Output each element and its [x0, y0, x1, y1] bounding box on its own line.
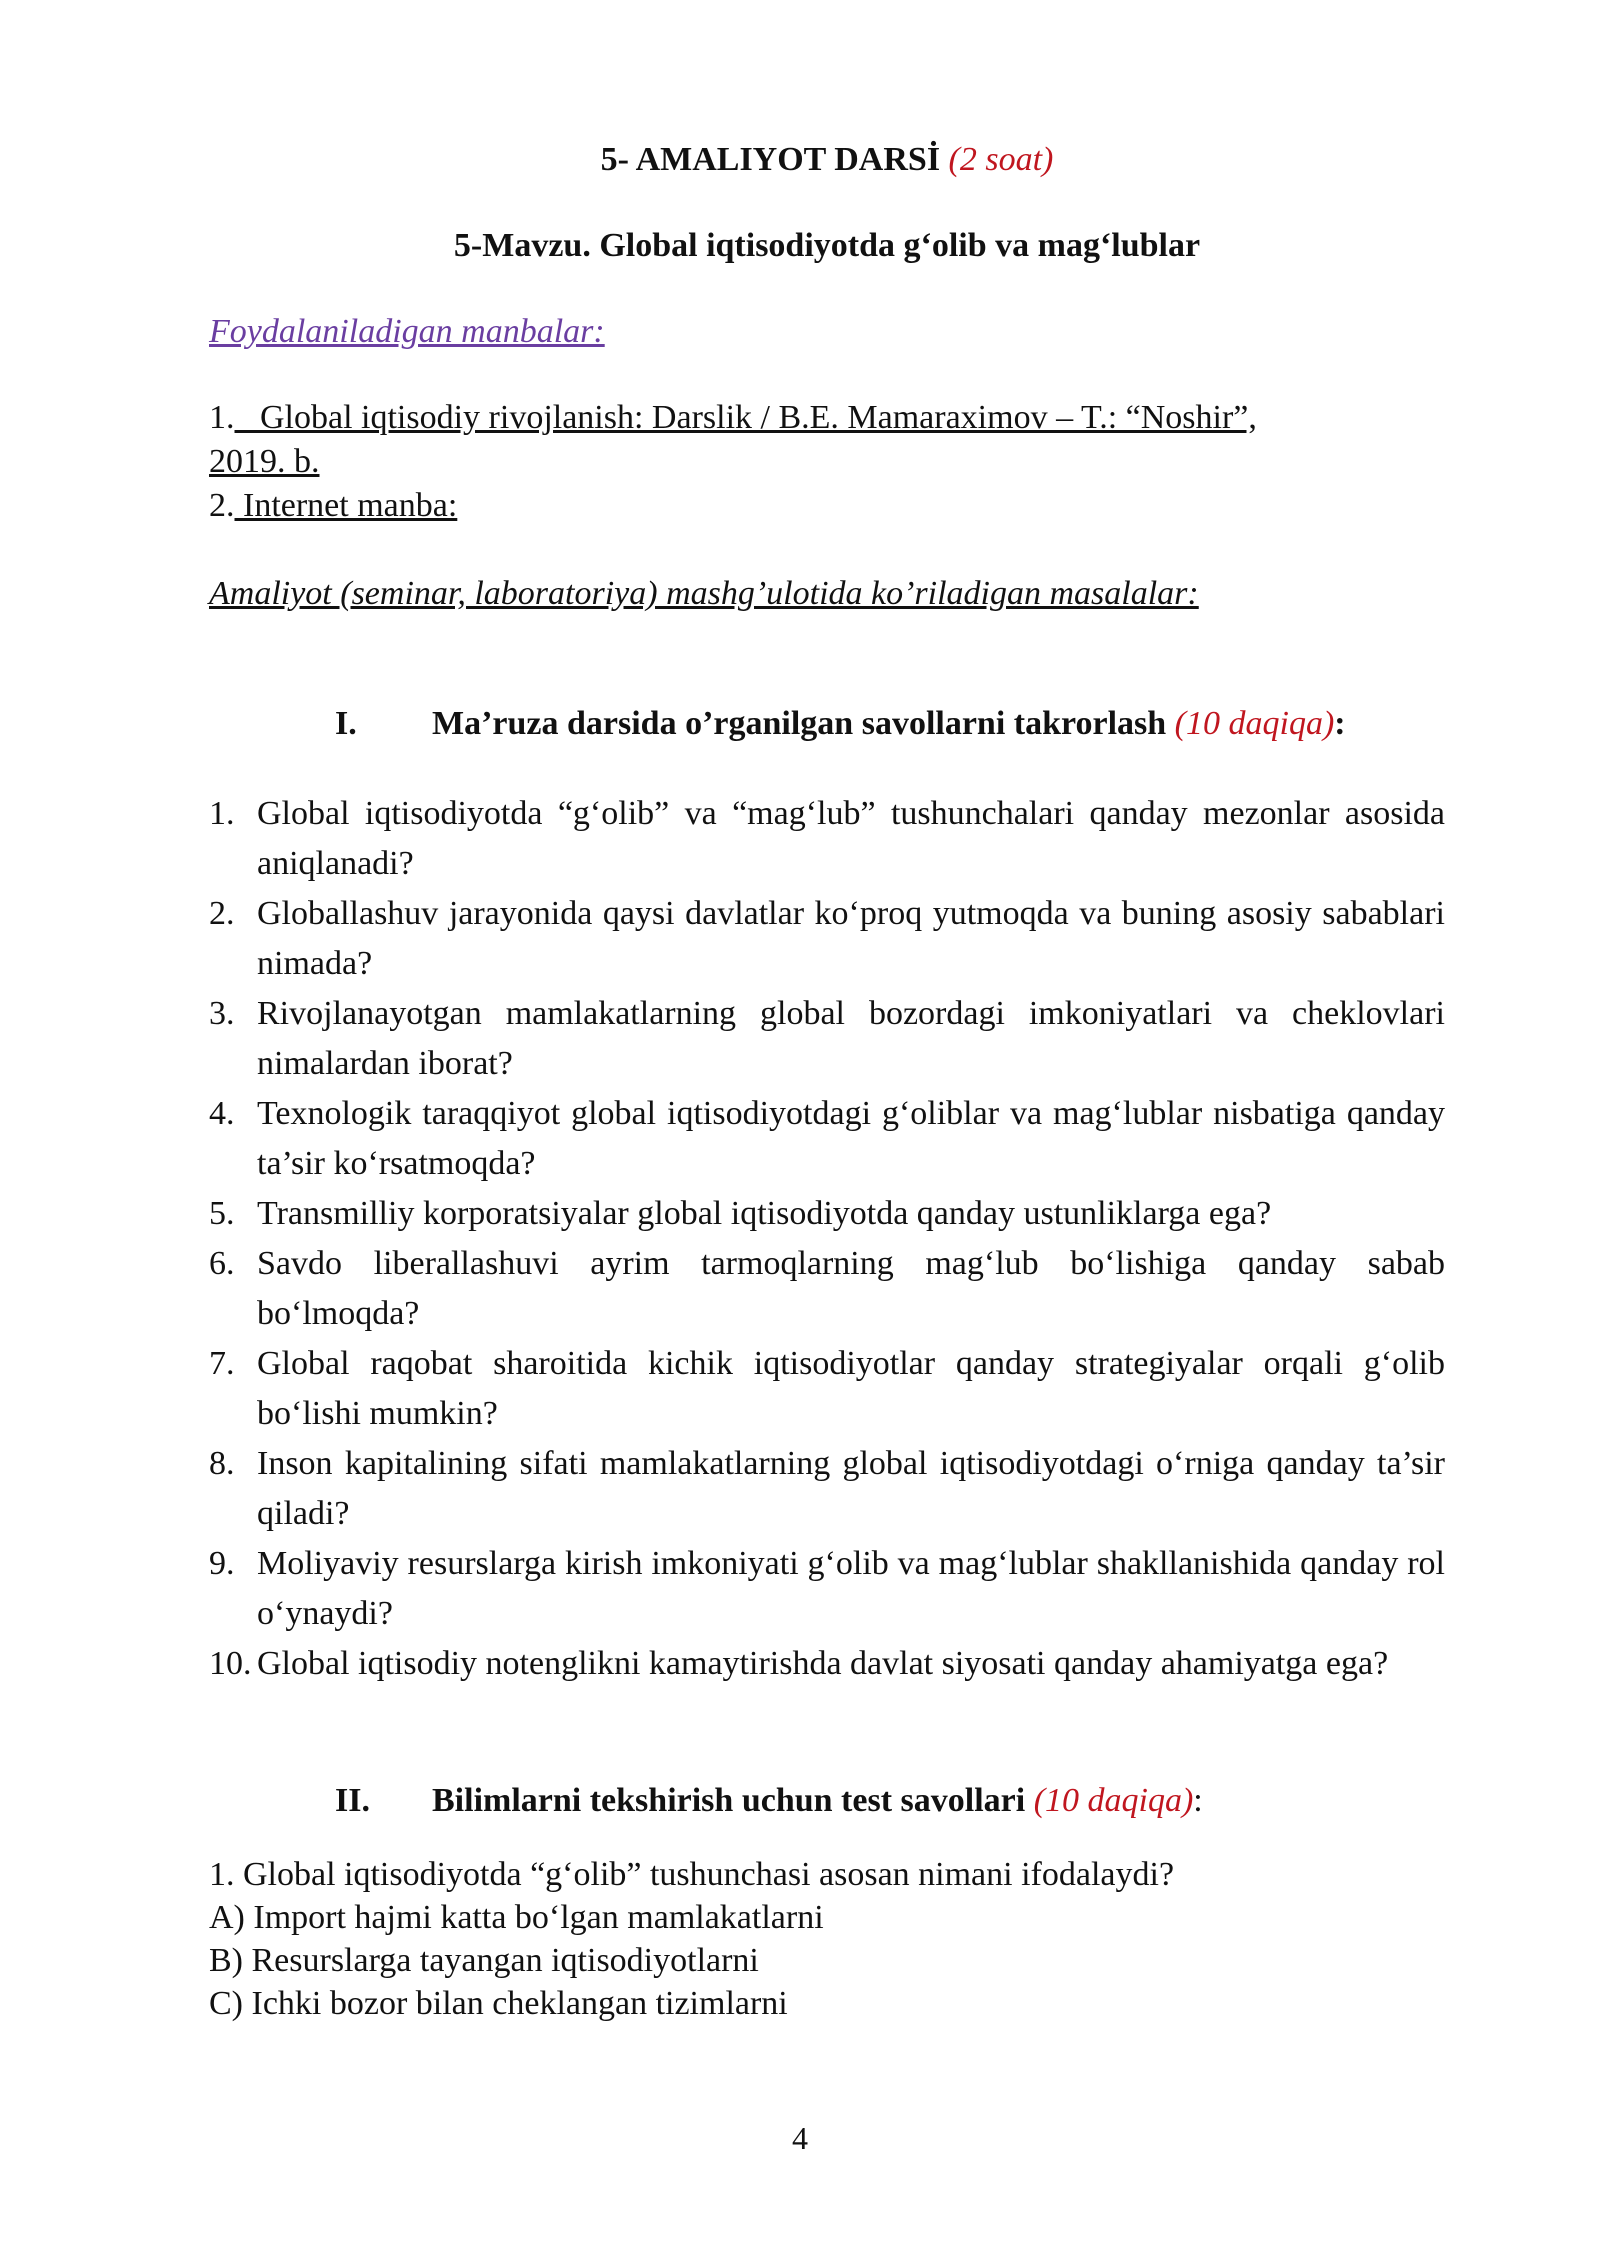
section-1-title: Ma’ruza darsida o’rganilgan savollarni takrorlash — [432, 705, 1167, 742]
source-item-1-continued: 2019. b. — [209, 443, 320, 480]
question-number: 8. — [209, 1445, 235, 1482]
list-item — [209, 1639, 1445, 1689]
question-text: Inson kapitalining sifati mamlakatlarning global iqtisodiyotdagi o‘rniga qanday ta’sir qiladi? — [257, 1445, 1445, 1532]
question-number: 4. — [209, 1095, 235, 1132]
section-2-number: II. — [335, 1782, 370, 1819]
question-number: 3. — [209, 995, 235, 1032]
list-item — [209, 789, 1445, 889]
question-text: Global iqtisodiy notenglikni kamaytirishda davlat siyosati qanday ahamiyatga ega? — [257, 1645, 1389, 1682]
section-1-colon: : — [1334, 705, 1346, 742]
question-text: Savdo liberallashuvi ayrim tarmoqlarning mag‘lub bo‘lishiga qanday sabab bo‘lmoqda? — [257, 1245, 1445, 1332]
source-item-2-text: Internet manba: — [243, 487, 458, 524]
section-2-heading — [209, 1779, 1445, 1823]
list-item — [209, 1539, 1445, 1639]
sources-list — [209, 396, 1445, 528]
list-item — [209, 1439, 1445, 1539]
page-content — [209, 138, 1445, 2025]
list-item — [209, 1189, 1445, 1239]
section-2-title-wrap — [432, 1779, 1203, 1823]
source-item-2-number: 2. — [209, 487, 235, 524]
section-2-colon: : — [1193, 1782, 1203, 1819]
question-number: 1. — [209, 795, 235, 832]
sources-heading: Foydalaniladigan manbalar: — [209, 313, 605, 350]
question-text: Global iqtisodiyotda “g‘olib” va “mag‘lub” tushunchalari qanday mezonlar asosida aniqlanadi? — [257, 795, 1445, 882]
question-number: 6. — [209, 1245, 235, 1282]
question-text: Rivojlanayotgan mamlakatlarning global bozordagi imkoniyatlari va cheklovlari nimalardan iborat? — [257, 995, 1445, 1082]
question-text: Global raqobat sharoitida kichik iqtisodiyotlar qanday strategiyalar orqali g‘olib bo‘lishi mumkin? — [257, 1345, 1445, 1432]
section-1-number: I. — [335, 705, 357, 742]
test-question: 1. Global iqtisodiyotda “g‘olib” tushunchasi asosan nimani ifodalaydi? — [209, 1856, 1175, 1893]
question-text: Texnologik taraqqiyot global iqtisodiyotdagi g‘oliblar va mag‘lublar nisbatiga qanday ta’sir ko‘rsatmoqda? — [257, 1095, 1445, 1182]
question-number: 7. — [209, 1345, 235, 1382]
question-number: 2. — [209, 895, 235, 932]
list-item — [209, 1239, 1445, 1339]
question-number: 5. — [209, 1195, 235, 1232]
test-option-b: B) Resurslarga tayangan iqtisodiyotlarni — [209, 1942, 759, 1979]
list-item — [209, 1339, 1445, 1439]
question-text: Transmilliy korporatsiyalar global iqtisodiyotda qanday ustunliklarga ega? — [257, 1195, 1272, 1232]
test-question-block — [209, 1853, 1445, 2025]
question-text: Moliyaviy resurslarga kirish imkoniyati g‘olib va mag‘lublar shakllanishida qanday rol o‘ynaydi? — [257, 1545, 1445, 1632]
source-item-1-text: Global iqtisodiy rivojlanish: Darslik / B.E. Mamaraximov – T.: “Noshir”, — [260, 399, 1257, 436]
section-1-title-wrap — [432, 702, 1346, 746]
question-text: Globallashuv jarayonida qaysi davlatlar ko‘proq yutmoqda va buning asosiy sabablari nimada? — [257, 895, 1445, 982]
list-item — [209, 889, 1445, 989]
lesson-hours: (2 soat) — [948, 141, 1054, 178]
lesson-title-text: 5- AMALIYOT DARSİ — [600, 141, 941, 178]
test-option-c: C) Ichki bozor bilan cheklangan tizimlarni — [209, 1985, 788, 2022]
list-item — [209, 989, 1445, 1089]
question-number: 10. — [209, 1645, 252, 1682]
lesson-title — [209, 138, 1445, 182]
section-2-title: Bilimlarni tekshirish uchun test savollari — [432, 1782, 1026, 1819]
list-item — [209, 1089, 1445, 1189]
section-2-time: (10 daqiqa) — [1033, 1782, 1194, 1819]
review-questions-list — [209, 789, 1445, 1689]
question-number: 9. — [209, 1545, 235, 1582]
source-item-1 — [209, 396, 1445, 440]
source-item-2 — [209, 484, 1445, 528]
section-1-heading — [209, 702, 1445, 746]
test-option-a: A) Import hajmi katta bo‘lgan mamlakatlarni — [209, 1899, 824, 1936]
topic-title: 5-Mavzu. Global iqtisodiyotda g‘olib va mag‘lublar — [453, 227, 1201, 264]
section-1-time: (10 daqiqa) — [1174, 705, 1335, 742]
practice-heading: Amaliyot (seminar, laboratoriya) mashg’ulotida ko’riladigan masalalar: — [209, 575, 1199, 612]
page-number: 4 — [792, 2120, 808, 2156]
source-item-1-number: 1. — [209, 399, 235, 436]
